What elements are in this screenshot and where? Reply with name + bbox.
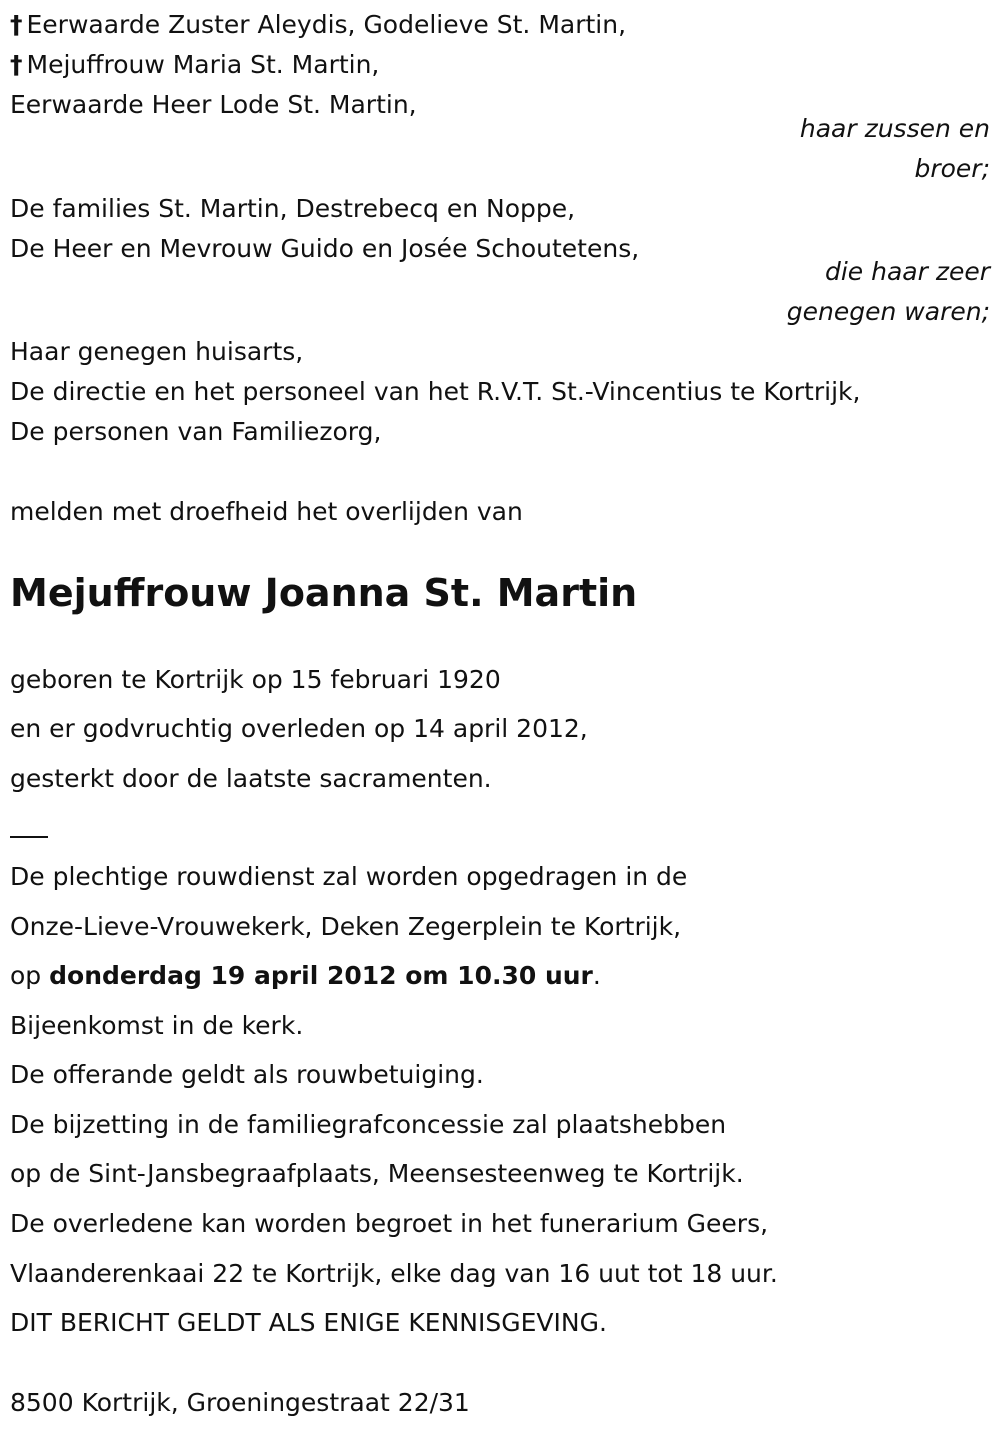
life-line-2: en er godvruchtig overleden op 14 april 2012, bbox=[10, 714, 588, 743]
relatives-relation-1: die haar zeer bbox=[824, 257, 990, 286]
family-line-3 bbox=[10, 90, 417, 120]
service-more-1: Bijeenkomst in de kerk. bbox=[10, 1011, 304, 1040]
life-line-1: geboren te Kortrijk op 15 februari 1920 bbox=[10, 665, 501, 694]
service-date: donderdag 19 april 2012 om 10.30 uur bbox=[49, 961, 593, 990]
deceased-name: Mejuffrouw Joanna St. Martin bbox=[10, 571, 638, 615]
announcement: melden met droefheid het overlijden van bbox=[10, 497, 523, 526]
separator bbox=[10, 836, 48, 838]
others-line-2: De directie en het personeel van het R.V.T. St.-Vincentius te Kortrijk, bbox=[10, 377, 861, 406]
others-line-1: Haar genegen huisarts, bbox=[10, 337, 304, 366]
service-more-2: De offerande geldt als rouwbetuiging. bbox=[10, 1060, 484, 1089]
notice-line: DIT BERICHT GELDT ALS ENIGE KENNISGEVING. bbox=[10, 1308, 607, 1337]
service-line-1: De plechtige rouwdienst zal worden opgedragen in de bbox=[10, 862, 688, 891]
cross-icon: † bbox=[10, 50, 23, 79]
life-line-3: gesterkt door de laatste sacramenten. bbox=[10, 764, 492, 793]
address: 8500 Kortrijk, Groeningestraat 22/31 bbox=[10, 1388, 470, 1417]
family-relation-1: haar zussen en bbox=[799, 114, 990, 143]
family-line-3-text: Eerwaarde Heer Lode St. Martin, bbox=[10, 90, 417, 119]
service-line-2: Onze-Lieve-Vrouwekerk, Deken Zegerplein te Kortrijk, bbox=[10, 912, 682, 941]
others-line-3: De personen van Familiezorg, bbox=[10, 417, 382, 446]
relatives-line-2: De Heer en Mevrouw Guido en Josée Schoutetens, bbox=[10, 234, 640, 263]
relatives-relation-2: genegen waren; bbox=[786, 297, 990, 326]
service-date-line bbox=[10, 961, 601, 991]
service-more-6: Vlaanderenkaai 22 te Kortrijk, elke dag van 16 uut tot 18 uur. bbox=[10, 1259, 778, 1288]
cross-icon: † bbox=[10, 10, 23, 39]
service-more-5: De overledene kan worden begroet in het funerarium Geers, bbox=[10, 1209, 769, 1238]
family-relation-2: broer; bbox=[914, 154, 990, 183]
relatives-line-1: De families St. Martin, Destrebecq en Noppe, bbox=[10, 194, 576, 223]
family-line-2-text: Mejuffrouw Maria St. Martin, bbox=[26, 50, 380, 79]
service-date-suffix: . bbox=[592, 961, 601, 990]
service-date-prefix: op bbox=[10, 961, 50, 990]
service-more-3: De bijzetting in de familiegrafconcessie zal plaatshebben bbox=[10, 1110, 727, 1139]
family-line-1 bbox=[10, 10, 626, 40]
service-more-4: op de Sint-Jansbegraafplaats, Meensesteenweg te Kortrijk. bbox=[10, 1159, 744, 1188]
family-line-1-text: Eerwaarde Zuster Aleydis, Godelieve St. Martin, bbox=[26, 10, 627, 39]
family-line-2 bbox=[10, 50, 379, 80]
